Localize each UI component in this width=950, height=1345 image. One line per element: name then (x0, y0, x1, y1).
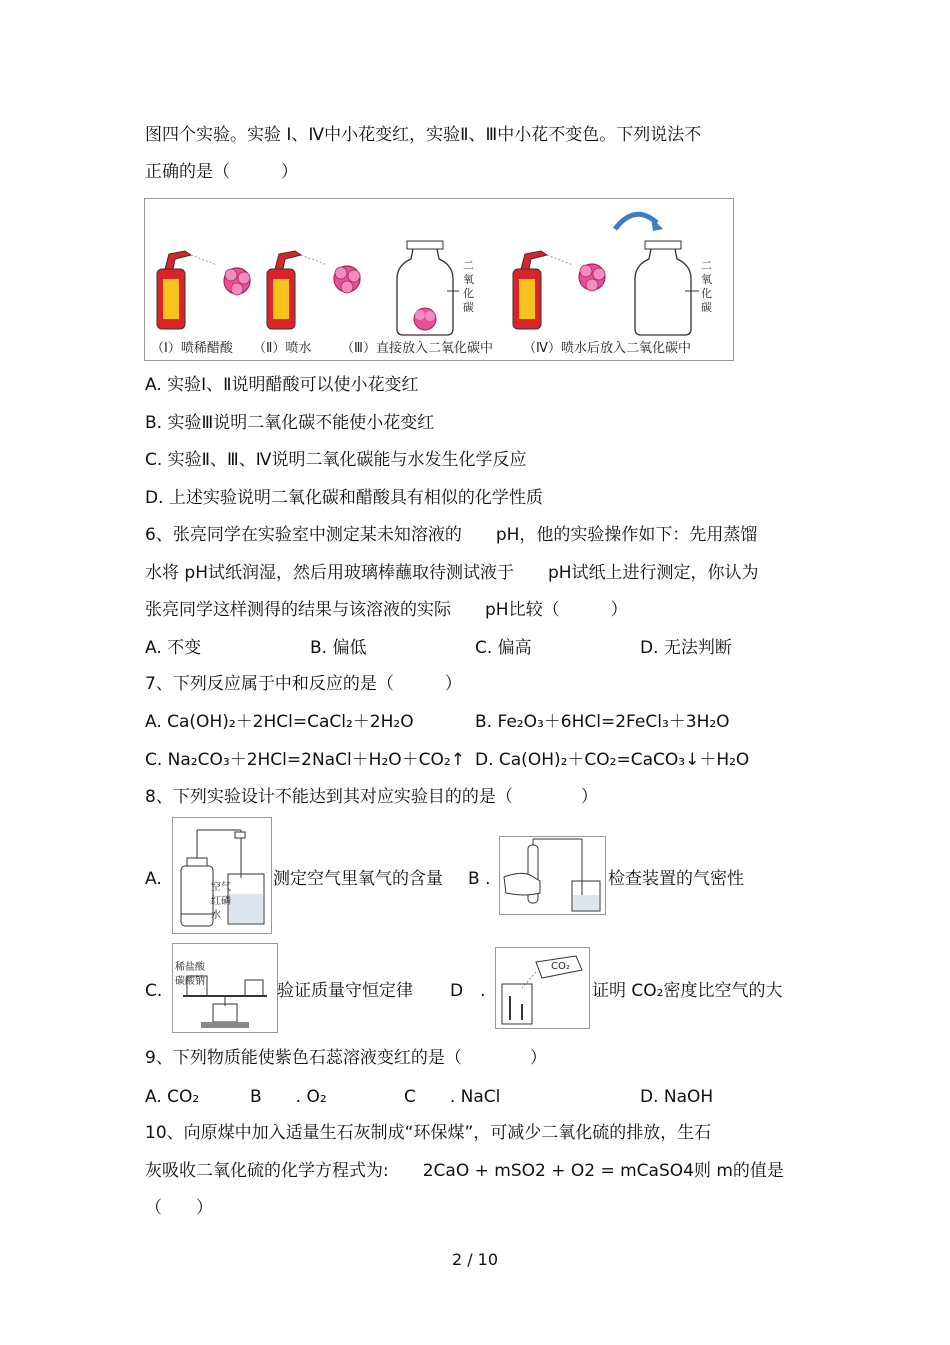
q9-option-b: B . O₂ (250, 1087, 327, 1107)
q7-stem: 7、下列反应属于中和反应的是（ ） (145, 674, 462, 694)
q6-option-a: A. 不变 (145, 638, 202, 658)
q10-line3: （ ） (145, 1198, 213, 1218)
q10-line2: 灰吸收二氧化硫的化学方程式为: 2CaO + mSO2 + O2 = mCaSO4则 m的值是 (145, 1161, 784, 1181)
q8-b-text: 检查装置的气密性 (608, 869, 744, 889)
q8-c-text: 验证质量守恒定律 (277, 981, 413, 1001)
q7-option-a: A. Ca(OH)₂＋2HCl=CaCl₂＋2H₂O (145, 712, 414, 732)
q8-figure-b-drawing (500, 837, 605, 914)
q6-option-d: D. 无法判断 (640, 638, 732, 658)
spray-bottle-1-icon (157, 251, 217, 329)
curved-arrow-icon (615, 214, 663, 231)
flower-4-icon (579, 264, 605, 291)
q5-option-a: A. 实验Ⅰ、Ⅱ说明醋酸可以使小花变红 (145, 375, 419, 395)
q8-d-text: 证明 CO₂密度比空气的大 (592, 981, 783, 1001)
q8-figure-d (495, 947, 590, 1029)
q10-line1: 10、向原煤中加入适量生石灰制成“环保煤”，可减少二氧化硫的排放，生石 (145, 1123, 712, 1143)
q8-figure-c (172, 943, 278, 1033)
q9-stem: 9、下列物质能使紫色石蕊溶液变红的是（ ） (145, 1048, 547, 1068)
gas-jar-4-icon (635, 241, 699, 335)
q6-option-c: C. 偏高 (475, 638, 532, 658)
fig-a-water: 水 (211, 910, 221, 921)
q7-option-d: D. Ca(OH)₂＋CO₂=CaCO₃↓＋H₂O (475, 750, 750, 770)
co2-label-4: 二氧化碳 (701, 259, 712, 314)
q8-a-text: 测定空气里氧气的含量 (273, 869, 443, 889)
q5-stem-line1: 图四个实验。实验 Ⅰ、Ⅳ中小花变红，实验Ⅱ、Ⅲ中小花不变色。下列说法不 (145, 125, 702, 145)
gas-jar-3-icon (397, 241, 459, 335)
fig-a-phosphorus: 红磷 (211, 896, 231, 907)
q5-option-b: B. 实验Ⅲ说明二氧化碳不能使小花变红 (145, 413, 435, 433)
q8-figure-a-drawing (173, 818, 271, 933)
q6-line2: 水将 pH试纸润湿，然后用玻璃棒蘸取待测试液于 pH试纸上进行测定，你认为 (145, 563, 759, 583)
q9-option-c: C . NaCl (404, 1087, 501, 1107)
fig-a-air: 空气 (211, 882, 231, 893)
q8-b-letter: B . (468, 869, 491, 889)
q5-figure (144, 198, 734, 361)
caption-2: （Ⅱ）喷水 (253, 341, 312, 356)
spray-bottle-4-icon (513, 251, 573, 329)
q8-stem: 8、下列实验设计不能达到其对应实验目的的是（ ） (145, 787, 598, 807)
q6-option-b: B. 偏低 (310, 638, 367, 658)
co2-label-3: 二氧化碳 (463, 259, 474, 314)
q6-line3: 张亮同学这样测得的结果与该溶液的实际 pH比较（ ） (145, 600, 628, 620)
q8-figure-a (172, 817, 272, 934)
q8-figure-b (499, 836, 606, 915)
q6-line1: 6、张亮同学在实验室中测定某未知溶液的 pH，他的实验操作如下：先用蒸馏 (145, 525, 758, 545)
q9-option-a: A. CO₂ (145, 1087, 200, 1107)
q8-figure-d-drawing (496, 948, 589, 1028)
q5-option-c: C. 实验Ⅱ、Ⅲ、Ⅳ说明二氧化碳能与水发生化学反应 (145, 450, 527, 470)
q5-figure-drawing (145, 199, 733, 360)
q5-stem-line2: 正确的是（ ） (145, 162, 298, 182)
caption-1: （Ⅰ）喷稀醋酸 (151, 341, 233, 356)
q8-c-letter: C. (145, 981, 163, 1001)
fig-c-carbonate: 碳酸钠 (175, 976, 205, 987)
flower-2-icon (334, 266, 360, 293)
q5-option-d: D. 上述实验说明二氧化碳和醋酸具有相似的化学性质 (145, 488, 543, 508)
q9-option-d: D. NaOH (640, 1087, 714, 1107)
spray-bottle-2-icon (267, 251, 327, 329)
page-number: 2 / 10 (451, 1250, 499, 1269)
fig-d-gas: CO₂ (551, 961, 570, 972)
q7-option-c: C. Na₂CO₃＋2HCl=2NaCl＋H₂O＋CO₂↑ (145, 750, 465, 770)
caption-4: （Ⅳ）喷水后放入二氧化碳中 (523, 341, 691, 356)
fig-c-acid: 稀盐酸 (175, 962, 205, 973)
q7-option-b: B. Fe₂O₃＋6HCl=2FeCl₃＋3H₂O (475, 712, 730, 732)
caption-3: （Ⅲ）直接放入二氧化碳中 (341, 341, 493, 356)
q8-d-letter: D . (450, 981, 486, 1001)
flower-1-icon (224, 268, 250, 295)
q8-a-letter: A. (145, 869, 162, 889)
